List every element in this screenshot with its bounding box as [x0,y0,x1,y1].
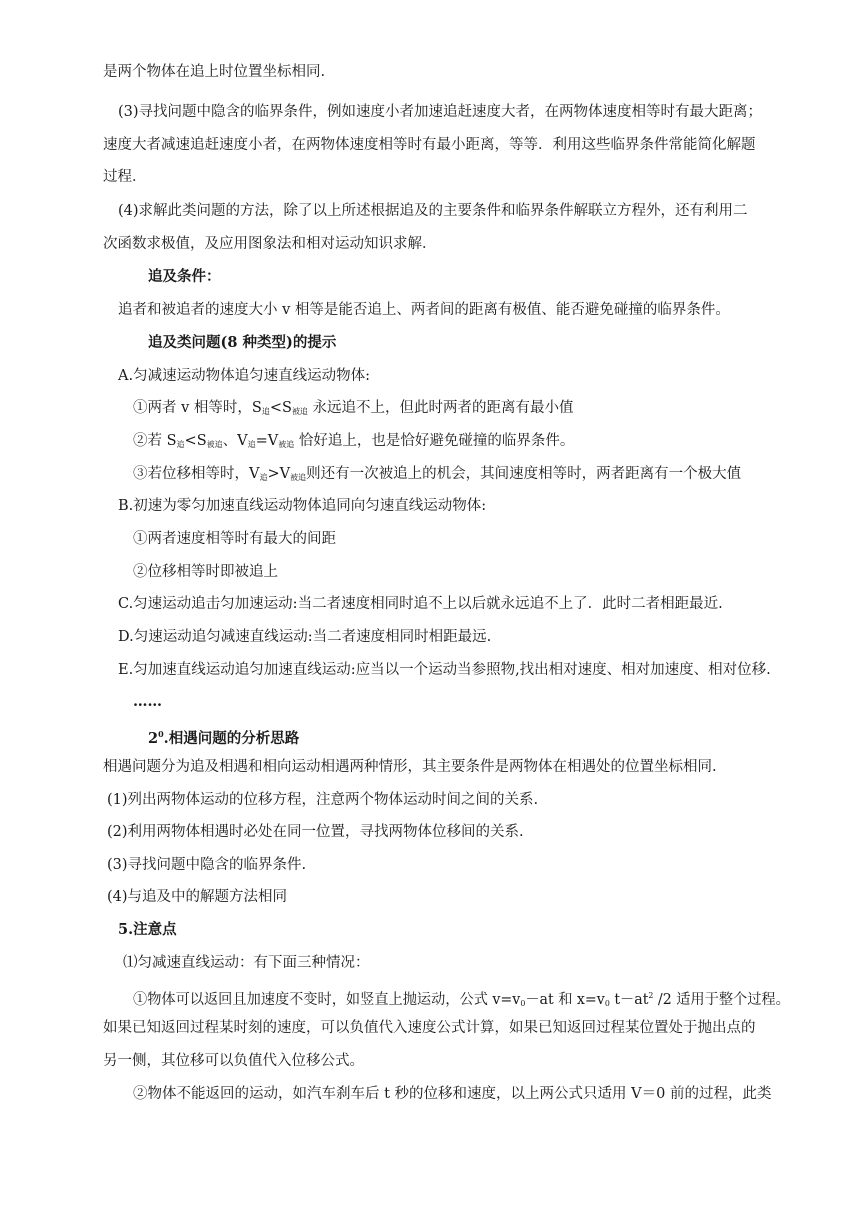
paragraph-line: 是两个物体在追上时位置坐标相同. [103,64,326,80]
paragraph-line: ⑴匀减速直线运动：有下面三种情况： [123,955,370,971]
list-item: (1)列出两物体运动的位移方程，注意两个物体运动时间之间的关系. [107,792,539,808]
paragraph-line: 相遇问题分为追及相遇和相向运动相遇两种情形，其主要条件是两物体在相遇处的位置坐标相同. [103,759,717,775]
list-item: ②位移相等时即被追上 [133,564,278,580]
list-item: (3)寻找问题中隐含的临界条件. [107,857,307,873]
paragraph-line: ①物体可以返回且加速度不变时，如竖直上抛运动，公式 $v=v_0-at$ 和 $x=v_0$ $t-at^2$ /2 适用于整个过程。 [133,991,790,1008]
list-item: A.匀减速运动物体追匀速直线运动物体: [118,368,370,384]
paragraph-line: 如果已知返回过程某时刻的速度，可以负值代入速度公式计算，如果已知返回过程某位置处于抛出点的 [103,1020,756,1036]
section-heading: 5.注意点 [118,921,177,938]
paragraph-line: (3)寻找问题中隐含的临界条件，例如速度小者加速追赶速度大者，在两物体速度相等时有最大距离； [118,104,763,120]
list-item: ①两者 v 相等时，$S_追<S_{被追}$ 永远追不上，但此时两者的距离有最小值 [133,400,574,416]
list-item: C.匀速运动追击匀加速运动:当二者速度相同时追不上以后就永远追不上了．此时二者相距最近. [118,596,723,612]
list-item: ②若 $S_追<S_{被追}$、$V_追=V_{被追}$ 恰好追上，也是恰好避免碰撞的临界条件。 [133,433,575,449]
paragraph-line: ②物体不能返回的运动，如汽车刹车后 t 秒的位移和速度，以上两公式只适用 V＝0 前的过程，此类 [133,1086,772,1102]
paragraph-line: (4)求解此类问题的方法，除了以上所述根据追及的主要条件和临界条件解联立方程外，还有利用二 [118,203,748,219]
section-heading: 追及类问题(8 种类型)的提示 [148,334,337,351]
list-item: (2)利用两物体相遇时必处在同一位置，寻找两物体位移间的关系. [107,824,524,840]
paragraph-line: 速度大者减速追赶速度小者，在两物体速度相等时有最小距离，等等．利用这些临界条件常能简化解题 [103,137,756,153]
list-item: E.匀加速直线运动追匀加速直线运动:应当以一个运动当参照物,找出相对速度、相对加速度、相对位移. [118,662,771,678]
paragraph-line: 追者和被追者的速度大小 v 相等是能否追上、两者间的距离有极值、能否避免碰撞的临界条件。 [118,302,730,318]
list-item: ③若位移相等时，$V_追>V_{被追}$则还有一次被追上的机会，其间速度相等时，两者距离有一个极大值 [133,466,742,482]
paragraph-line: 过程． [103,169,147,185]
section-heading: 追及条件： [148,268,221,285]
paragraph-line: 另一侧，其位移可以负值代入位移公式。 [103,1053,364,1069]
list-item: B.初速为零匀加速直线运动物体追同向匀速直线运动物体: [118,498,487,514]
section-heading: $2^0$.相遇问题的分析思路 [148,729,300,747]
list-item: (4)与追及中的解题方法相同 [107,889,288,905]
paragraph-line: 次函数求极值，及应用图象法和相对运动知识求解． [103,236,437,252]
ellipsis: …… [133,693,162,710]
list-item: ①两者速度相等时有最大的间距 [133,531,336,547]
list-item: D.匀速运动追匀减速直线运动:当二者速度相同时相距最远. [118,629,492,645]
